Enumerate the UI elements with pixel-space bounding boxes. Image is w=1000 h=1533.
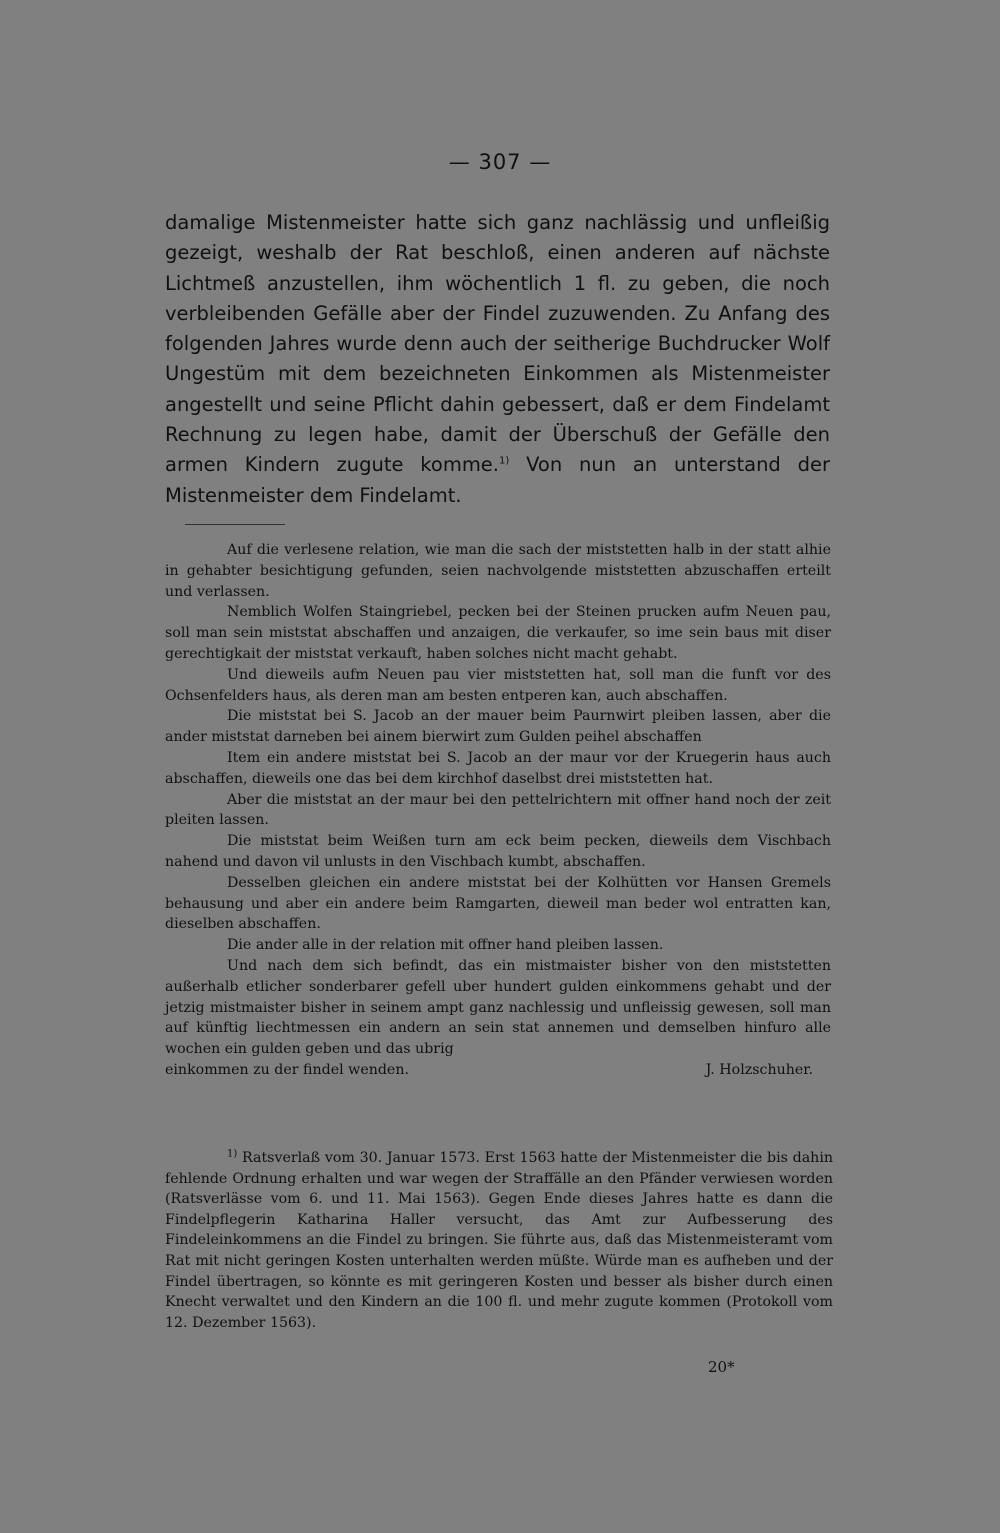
quote-paragraph: Desselben gleichen ein andere miststat bei der Kolhütten vor Hansen Gremels behausung und aber ein andere beim Ramgarten, dieweil man beder wol entratten kan, dieselben abschaffen. (165, 874, 831, 933)
quote-paragraph: Aber die miststat an der maur bei den pettelrichtern mit offner hand noch der zeit pleiten lassen. (165, 791, 831, 829)
quote-paragraph: Nemblich Wolfen Staingriebel, pecken bei der Steinen prucken aufm Neuen pau, soll man sein miststat abschaffen und anzaigen, die verkaufer, so ime sein baus mit diser gerechtigkait der miststat verkauft, haben solches nicht macht gehabt. (165, 604, 831, 662)
footnote-paragraph (165, 1148, 833, 1333)
page-number: — 307 — (448, 150, 552, 174)
quote-paragraph: Item ein andere miststat bei S. Jacob an der maur vor der Kruegerin haus auch abschaffen, dieweils one das bei dem kirchhof daselbst drei miststetten hat. (165, 749, 831, 787)
quote-paragraph: Die ander alle in der relation mit offner hand pleiben lassen. (227, 937, 664, 954)
quote-signature: J. Holzschuher. (705, 1061, 813, 1078)
footnote-reference: 1) (499, 455, 510, 467)
footnote-marker: 1) (227, 1148, 238, 1160)
main-text-end: Von nun an unterstand der Mistenmeister dem Findelamt. (165, 453, 830, 507)
quoted-decree (165, 540, 831, 1081)
quote-paragraph: Auf die verlesene relation, wie man die sach der miststetten halb in der statt alhie in gehabter besichtigung gefunden, seien nachvolgende miststetten abzuschaffen erteilt und verlassen. (165, 542, 831, 600)
main-text-block (165, 208, 830, 511)
main-paragraph (165, 208, 830, 511)
quote-paragraph: Die miststat bei S. Jacob an der mauer beim Paurnwirt pleiben lassen, aber die ander miststat darneben bei ainem bierwirt zum Gulden peihel abschaffen (165, 708, 831, 746)
separator-rule (185, 524, 285, 525)
main-text: damalige Mistenmeister hatte sich ganz nachlässig und unfleißig gezeigt, weshalb der Rat beschloß, einen anderen auf nächste Lichtmeß anzustellen, ihm wöchentlich 1 fl. zu geben, die noch verbleibenden Gefälle aber der Findel zuzuwenden. Zu Anfang des folgenden Jahres wurde denn auch der seitherige Buchdrucker Wolf Ungestüm mit dem bezeichneten Einkommen als Mistenmeister angestellt und seine Pflicht dahin gebessert, daß er dem Findelamt Rechnung zu legen habe, damit der Überschuß der Gefälle den armen Kindern zugute komme. (165, 211, 830, 477)
footnote-text: Ratsverlaß vom 30. Januar 1573. Erst 1563 hatte der Mistenmeister die bis dahin fehlende Ordnung erhalten und war wegen der Straffälle an den Pfänder verwiesen worden (Ratsverlässe vom 6. und 11. Mai 1563). Gegen Ende dieses Jahres hatte es dann die Findelpflegerin Katharina Haller versucht, das Amt zur Aufbesserung des Findeleinkommens an die Findel zu bringen. Sie führte aus, daß das Mistenmeisteramt vom Rat mit nicht geringen Kosten unterhalten werden müßte. Würde man es aufheben und der Findel übertragen, so könnte es mit geringeren Kosten und besser als bisher durch einen Knecht verwaltet und den Kindern an die 100 fl. und mehr zugute kommen (Protokoll vom 12. Dezember 1563). (165, 1150, 833, 1331)
quote-last-line: einkommen zu der findel wenden. (165, 1061, 409, 1078)
quote-paragraph: Die miststat beim Weißen turn am eck beim pecken, dieweils dem Vischbach nahend und davon vil unlusts in den Vischbach kumbt, abschaffen. (165, 833, 831, 870)
footnote (165, 1148, 833, 1333)
quote-closing-line (165, 1060, 831, 1081)
quote-paragraph: Und nach dem sich befindt, das ein mistmaister bisher von den miststetten außerhalb etlicher sonderbarer gefell uber hundert gulden einkommens gehabt und der jetzig mistmaister bisher in seinem ampt ganz nachlessig und unfleissig gewesen, soll man auf künftig liechtmessen ein andern an sein stat annemen und demselben hinfuro alle wochen ein gulden geben und das ubrig (165, 957, 831, 1058)
quote-paragraph: Und dieweils aufm Neuen pau vier miststetten hat, soll man die funft vor des Ochsenfelders haus, als deren man am besten entperen kan, auch abschaffen. (165, 666, 831, 704)
signature-mark: 20* (708, 1358, 735, 1376)
